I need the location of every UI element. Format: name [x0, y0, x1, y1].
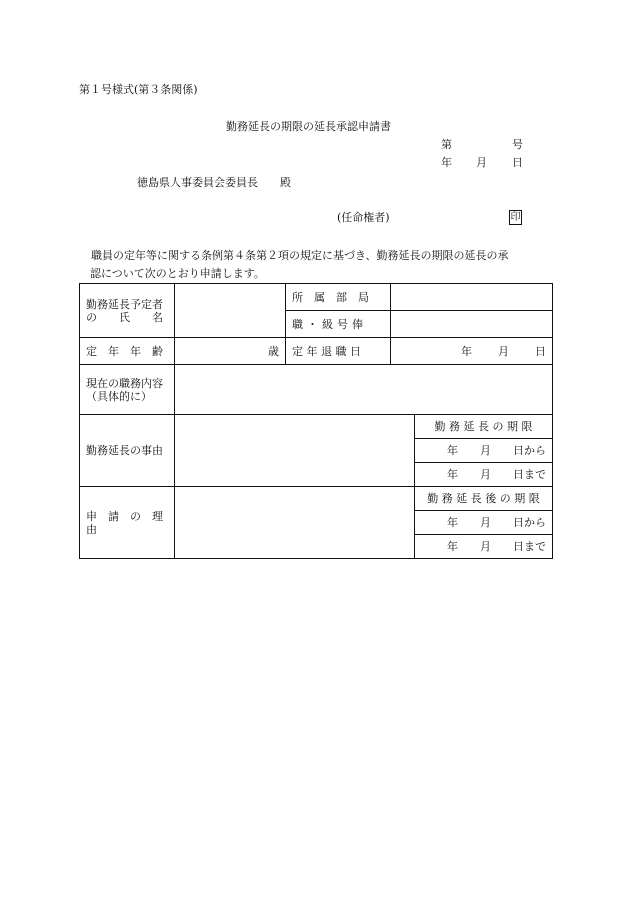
period-to: 年 月 日まで [447, 468, 546, 481]
ext-reason-label: 勤務延長の事由 [86, 444, 163, 457]
application-table [79, 283, 553, 559]
age-label-cell [80, 338, 175, 365]
retire-year: 年 [461, 344, 472, 358]
addressee: 徳島県人事委員会委員長 殿 [137, 176, 291, 189]
retire-label-cell [286, 338, 391, 365]
body-text-line-2: 認について次のとおり申請します。 [90, 267, 265, 280]
seal-mark: 印 [510, 212, 521, 223]
date-year: 年 [441, 156, 452, 169]
document-title: 勤務延長の期限の延長承認申請書 [226, 120, 391, 133]
apply-reason-label-cell [80, 487, 175, 559]
period-from: 年 月 日から [447, 444, 546, 457]
rank-value-cell[interactable] [391, 311, 553, 338]
period-label-cell [415, 415, 553, 439]
new-period-from-cell[interactable] [415, 511, 553, 535]
rank-label: 職・級号俸 [292, 317, 367, 331]
retire-date-cell[interactable] [391, 338, 553, 365]
name-label-line-2: の 氏 名 [86, 310, 163, 324]
age-unit: 歳 [268, 344, 279, 358]
retire-label: 定 年 退 職 日 [292, 344, 361, 358]
new-period-to: 年 月 日まで [447, 540, 546, 553]
table-row-age-retire [80, 338, 553, 365]
dept-label: 所 属 部 局 [292, 290, 369, 304]
age-value-cell[interactable] [175, 338, 286, 365]
form-number: 第１号様式(第３条関係) [79, 83, 198, 96]
ext-reason-value-cell[interactable] [175, 415, 415, 487]
dept-label-cell [286, 284, 391, 311]
new-period-label: 勤 務 延 長 後 の 期 限 [427, 492, 540, 505]
doc-number-prefix: 第 [441, 138, 452, 151]
name-label-line-1: 勤務延長予定者 [86, 297, 163, 311]
age-label: 定 年 年 齢 [86, 344, 163, 358]
date-month: 月 [476, 156, 487, 169]
duties-value-cell[interactable] [175, 365, 553, 415]
new-period-from: 年 月 日から [447, 516, 546, 529]
duties-label-line-1: 現在の職務内容 [86, 376, 163, 390]
name-label-cell [80, 284, 175, 338]
table-row-ext-reason-1 [80, 415, 553, 439]
table-row-duties [80, 365, 553, 415]
duties-label-cell [80, 365, 175, 415]
apply-reason-value-cell[interactable] [175, 487, 415, 559]
name-value-cell[interactable] [175, 284, 286, 338]
retire-day: 日 [535, 344, 546, 358]
new-period-label-cell [415, 487, 553, 511]
new-period-to-cell[interactable] [415, 535, 553, 559]
table-row-name-dept [80, 284, 553, 311]
period-to-cell[interactable] [415, 463, 553, 487]
table-row-apply-reason-1 [80, 487, 553, 511]
dept-value-cell[interactable] [391, 284, 553, 311]
rank-label-cell [286, 311, 391, 338]
apply-reason-label: 申 請 の 理 由 [86, 509, 174, 536]
appointer-label: (任命権者) [337, 211, 390, 224]
doc-number-suffix: 号 [512, 138, 523, 151]
date-day: 日 [512, 156, 523, 169]
retire-month: 月 [498, 344, 509, 358]
period-from-cell[interactable] [415, 439, 553, 463]
duties-label-line-2: （具体的に） [86, 389, 152, 403]
ext-reason-label-cell [80, 415, 175, 487]
body-text-line-1: 職員の定年等に関する条例第４条第２項の規定に基づき、勤務延長の期限の延長の承 [91, 249, 509, 262]
period-label: 勤 務 延 長 の 期 限 [434, 420, 533, 433]
